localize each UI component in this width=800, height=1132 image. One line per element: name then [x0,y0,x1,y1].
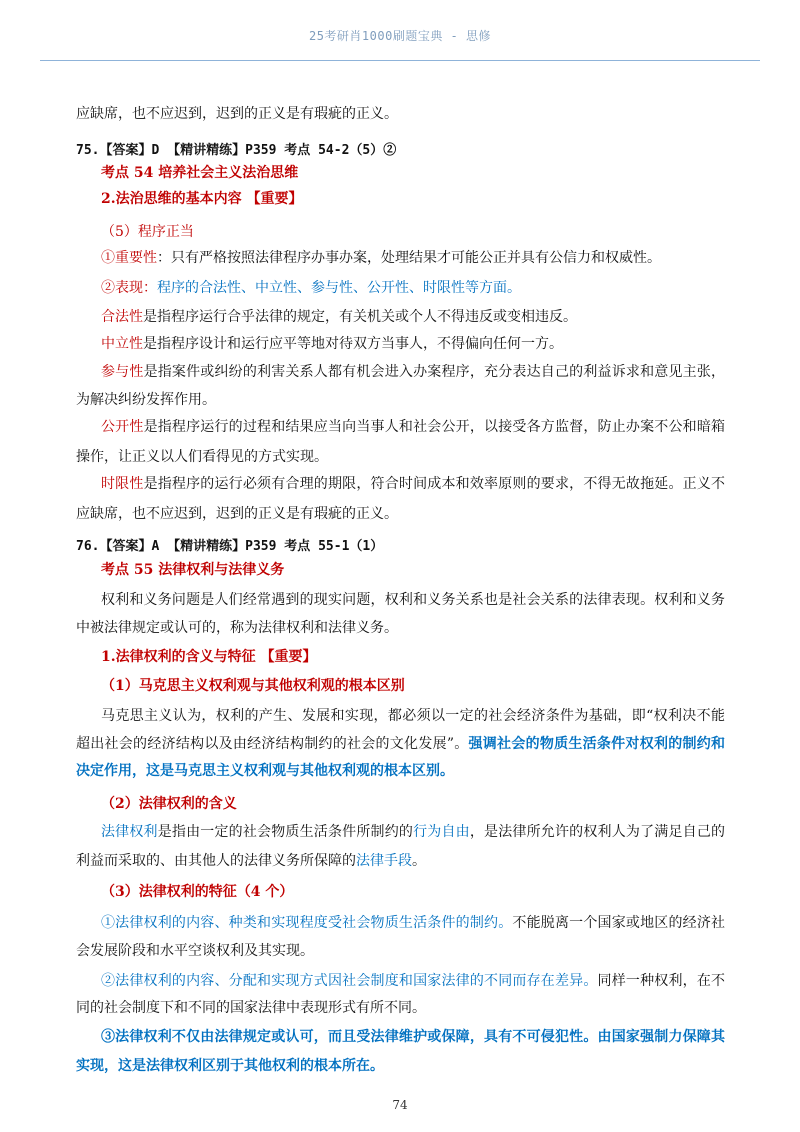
text-line [101,307,577,327]
text-segment: ，是法律所允许的权利人为了满足自己的 [469,824,726,840]
text-segment: 实现，这是法律权利区别于其他权利的根本所在。 [76,1058,384,1074]
text-segment: 不能脱离一个国家或地区的经济社 [512,915,726,931]
text-segment: ②法律权利的内容、分配和实现方式因社会制度和国家法律的不同而存在差异。 [101,973,598,989]
text-segment: 利益而采取的、由其他人的法律义务所保障的 [76,853,356,869]
text-line [76,390,216,410]
text-line [76,1056,384,1076]
text-line [76,734,725,754]
text-segment: 同的社会制度下和不同的国家法律中表现形式有所不同。 [76,1000,426,1016]
text-line [76,941,314,961]
text-segment: 合法性 [101,309,143,325]
text-segment: ①法律权利的内容、种类和实现程度受社会物质生活条件的制约。 [101,915,513,931]
text-line [101,913,725,933]
text-segment: 时限性 [101,476,144,492]
text-segment: 1.法律权利的含义与特征 【重要】 [101,649,317,665]
text-segment: ②表现： [101,280,157,296]
text-line [101,334,563,354]
text-segment: 应缺席，也不应迟到，迟到的正义是有瑕疵的正义。 [76,506,398,522]
text-segment: 操作，让正义以人们看得见的方式实现。 [76,449,328,465]
text-line [76,104,398,124]
text-line [76,504,398,524]
text-line [101,794,237,814]
text-segment: 公开性 [101,419,144,435]
text-segment: 考点 54 培养社会主义法治思维 [101,165,299,181]
text-segment: 参与性 [101,364,144,380]
text-segment: 是指程序的运行必须有合理的期限，符合时间成本和效率原则的要求，不得无故拖延。正义不 [143,476,726,492]
text-line [76,618,398,638]
text-segment: 强调社会的物质生活条件对权利的制约和 [468,736,726,752]
text-segment: （3）法律权利的特征（4 个） [101,884,294,900]
text-segment: 中被法律规定或认可的，称为法律权利和法律义务。 [76,620,398,636]
text-line [76,140,396,161]
text-segment: 行为自由 [413,824,470,840]
text-segment: 法律权利 [101,824,158,840]
text-line [76,761,454,781]
text-segment: 会发展阶段和水平空谈权利及其实现。 [76,943,314,959]
text-line [101,882,293,902]
text-segment: 程序的合法性、中立性、参与性、公开性、时限性等方面。 [157,280,521,296]
text-line [76,536,383,557]
text-segment: 同样一种权利，在不 [597,973,726,989]
text-segment: 75.【答案】D 【精讲精练】P359 考点 54-2（5）② [76,143,397,158]
text-segment: 决定作用，这是马克思主义权利观与其他权利观的根本区别。 [76,763,454,779]
text-line [101,278,521,298]
text-line [101,822,725,842]
text-line [101,706,725,726]
text-line [101,248,661,268]
text-segment: 是指程序运行合乎法律的规定，有关机关或个人不得违反或变相违反。 [143,309,577,325]
text-segment: 是指由一定的社会物质生活条件所制约的 [157,824,414,840]
text-line [101,647,317,667]
page-number: 74 [392,1098,408,1112]
text-line [101,163,298,183]
page-header: 25考研肖1000刷题宝典 - 思修 [308,29,492,43]
text-line [76,998,426,1018]
text-line [101,676,405,696]
text-segment: ③法律权利不仅由法律规定或认可，而且受法律维护或保障，具有不可侵犯性。由国家强制力保障其 [101,1029,725,1045]
text-line [101,474,725,494]
text-segment: 应缺席，也不应迟到，迟到的正义是有瑕疵的正义。 [76,106,398,122]
text-segment: （2）法律权利的含义 [101,796,237,812]
text-segment: 为解决纠纷发挥作用。 [76,392,216,408]
text-segment: 是指程序设计和运行应平等地对待双方当事人，不得偏向任何一方。 [143,336,563,352]
text-line [101,189,303,209]
text-segment: 是指程序运行的过程和结果应当向当事人和社会公开，以接受各方监督，防止办案不公和暗箱 [143,419,726,435]
text-line [101,971,725,991]
text-segment: （5）程序正当 [101,224,194,240]
text-segment: 中立性 [101,336,143,352]
text-segment: 权利和义务问题是人们经常遇到的现实问题，权利和义务关系也是社会关系的法律表现。权利和义务 [101,592,725,608]
header-divider [40,60,760,61]
text-line [101,1027,725,1047]
text-line [76,447,328,467]
text-line [101,590,725,610]
text-segment: 法律手段 [356,853,412,869]
text-line [101,417,725,437]
text-segment: 超出社会的经济结构以及由经济结构制约的社会的文化发展”。 [76,736,469,752]
text-segment: 马克思主义认为，权利的产生、发展和实现，都必须以一定的社会经济条件为基础，即“权利决不能 [101,708,725,724]
text-segment: 76.【答案】A 【精讲精练】P359 考点 55-1（1） [76,539,384,554]
text-segment: 2.法治思维的基本内容 【重要】 [101,191,303,207]
text-segment: 。 [412,853,426,869]
text-segment: 考点 55 法律权利与法律义务 [101,562,285,578]
text-segment: 是指案件或纠纷的利害关系人都有机会进入办案程序，充分表达自己的利益诉求和意见主张， [143,364,726,380]
text-line [101,222,194,242]
text-line [101,560,284,580]
text-line [101,362,725,382]
text-line [76,851,426,871]
text-segment: （1）马克思主义权利观与其他权利观的根本区别 [101,678,405,694]
text-segment: ①重要性 [101,250,157,266]
text-segment: ：只有严格按照法律程序办事办案，处理结果才可能公正并具有公信力和权威性。 [157,250,661,266]
